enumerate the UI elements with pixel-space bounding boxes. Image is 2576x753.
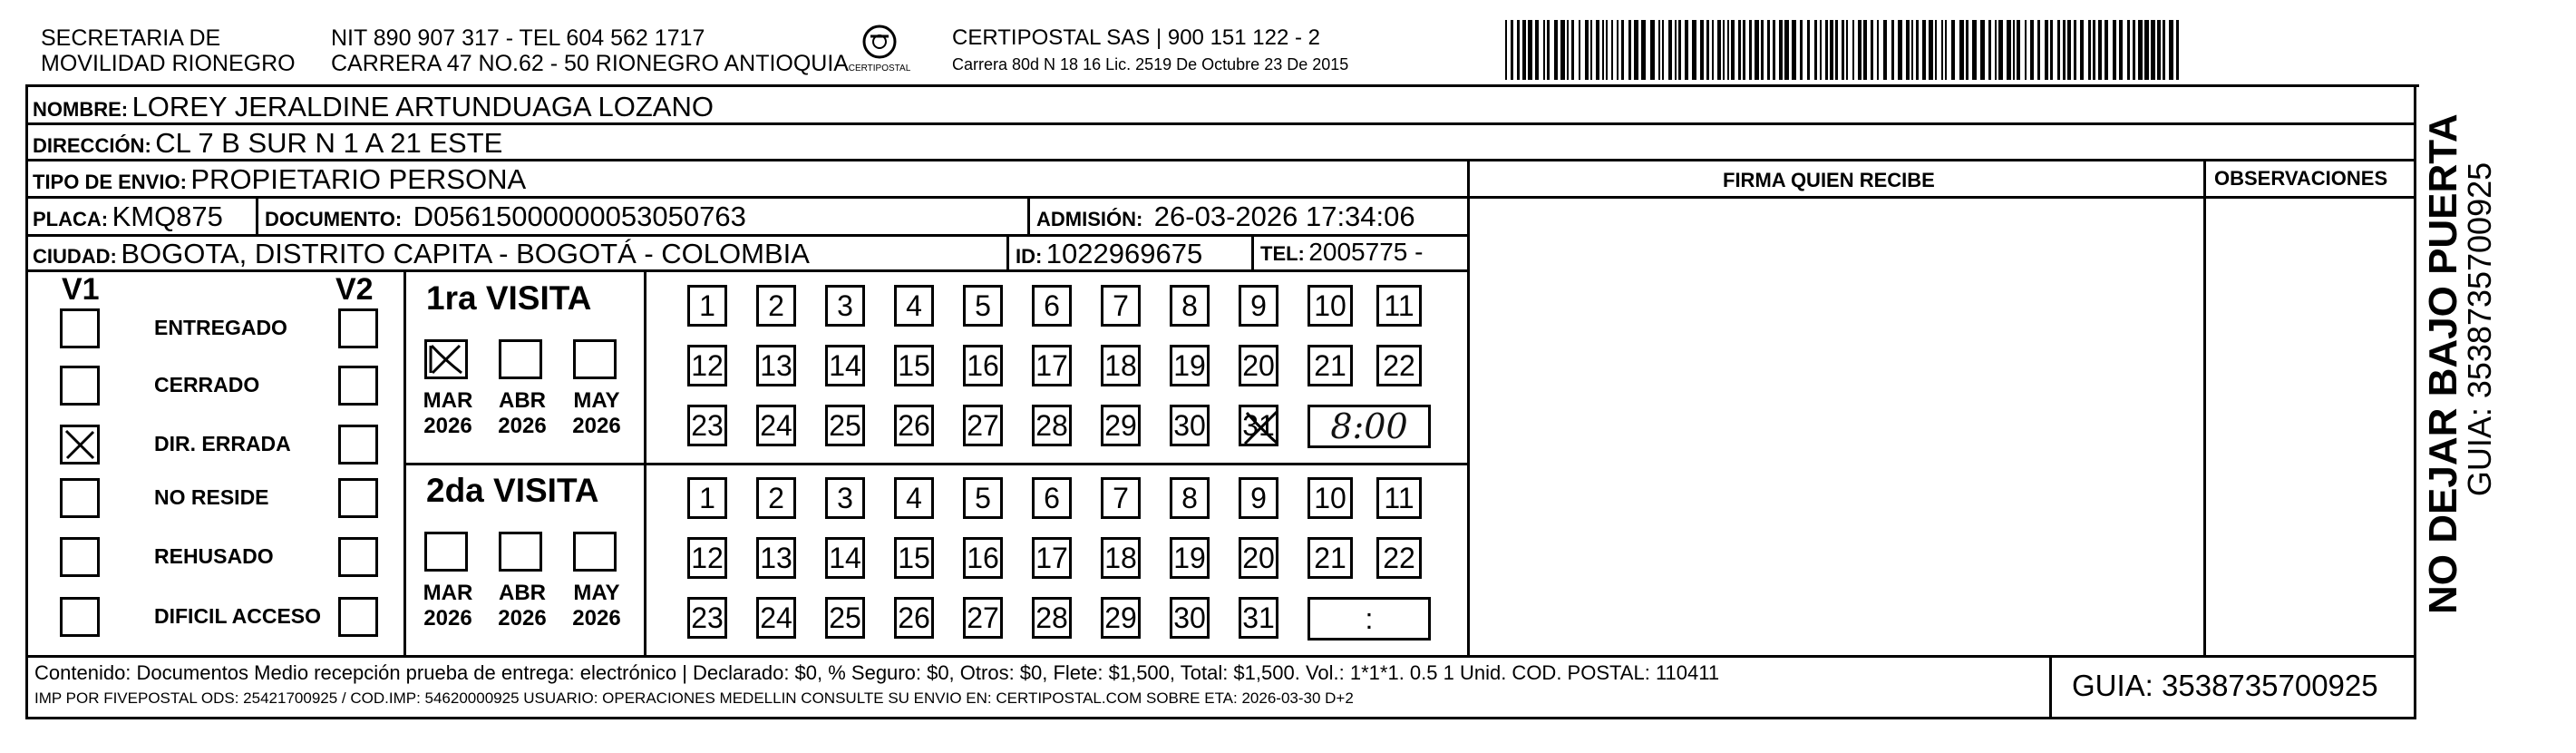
day-box[interactable]: 11: [1376, 285, 1422, 327]
month-label: ABR: [499, 388, 546, 413]
v2-checkbox[interactable]: [338, 478, 378, 518]
day-box[interactable]: 2: [756, 477, 796, 519]
row-sep-2: [25, 159, 2414, 161]
sep-tel: [1251, 234, 1254, 270]
day-box[interactable]: 27: [963, 405, 1003, 446]
day-box[interactable]: 15: [894, 537, 934, 579]
day-box[interactable]: 3: [825, 477, 865, 519]
address-line: CARRERA 47 NO.62 - 50 RIONEGRO ANTIOQUIA: [331, 51, 849, 76]
visit-title: 1ra VISITA: [426, 279, 592, 317]
v1-checkbox[interactable]: [60, 597, 100, 637]
ciudad-field: [33, 240, 810, 268]
v1-checkbox[interactable]: [60, 478, 100, 518]
month-label: MAR: [423, 581, 473, 605]
day-box[interactable]: 31: [1239, 597, 1278, 639]
day-box[interactable]: 18: [1101, 537, 1141, 579]
day-box[interactable]: 24: [756, 405, 796, 446]
v2-header: V2: [335, 272, 374, 307]
sender-line-2: MOVILIDAD RIONEGRO: [41, 51, 296, 76]
day-box[interactable]: 20: [1239, 537, 1278, 579]
courier-logo: [834, 24, 925, 76]
year-label: 2026: [498, 606, 547, 631]
side-guia-panel: [2462, 109, 2498, 653]
firma-header: FIRMA QUIEN RECIBE: [1723, 169, 1935, 191]
footer-imp: IMP POR FIVEPOSTAL ODS: 25421700925 / COD.IMP: 54620000925 USUARIO: OPERACIONES MEDELLIN CONSULTE SU ENVIO EN: CERTIPOSTAL.COM SOBRE ETA: 2026-03-30 D+2: [34, 689, 1354, 707]
v1-checkbox[interactable]: [60, 537, 100, 577]
year-label: 2026: [498, 414, 547, 438]
documento-field: [265, 202, 746, 230]
frame-left: [25, 84, 28, 658]
admision-field: [1036, 202, 1415, 230]
tel-label: TEL:: [1260, 242, 1305, 265]
day-box[interactable]: 7: [1101, 477, 1141, 519]
day-box[interactable]: 6: [1032, 477, 1072, 519]
year-label: 2026: [423, 606, 472, 631]
id-value: 1022969675: [1045, 238, 1203, 269]
month-checkbox[interactable]: [424, 532, 468, 572]
side-guia: GUIA: 3538735700925: [2461, 161, 2498, 497]
month-checkbox[interactable]: [573, 339, 617, 379]
day-box[interactable]: 12: [687, 345, 727, 386]
day-box[interactable]: 13: [756, 537, 796, 579]
nombre-label: NOMBRE:: [33, 98, 129, 121]
month-label: ABR: [499, 581, 546, 605]
v2-checkbox[interactable]: [338, 597, 378, 637]
day-box[interactable]: 10: [1307, 477, 1353, 519]
year-label: 2026: [423, 414, 472, 438]
day-box[interactable]: 16: [963, 537, 1003, 579]
v1-checkbox[interactable]: [60, 425, 100, 465]
month-checkbox[interactable]: [499, 532, 542, 572]
day-box[interactable]: 25: [825, 597, 865, 639]
nit-line: NIT 890 907 317 - TEL 604 562 1717: [331, 25, 705, 51]
day-box[interactable]: 11: [1376, 477, 1422, 519]
side-warning: NO DEJAR BAJO PUERTA: [2421, 113, 2465, 614]
tipo-label: TIPO DE ENVIO:: [33, 171, 187, 193]
day-box[interactable]: 5: [963, 477, 1003, 519]
v1-header: V1: [62, 272, 100, 307]
observations-area[interactable]: [2206, 198, 2414, 655]
day-box[interactable]: 26: [894, 405, 934, 446]
sep-admision: [1027, 196, 1030, 234]
day-box[interactable]: 22: [1376, 345, 1422, 386]
day-box[interactable]: 21: [1307, 537, 1353, 579]
admision-value: 26-03-2026 17:34:06: [1153, 200, 1415, 232]
day-box[interactable]: 22: [1376, 537, 1422, 579]
day-box[interactable]: 16: [963, 345, 1003, 386]
day-box[interactable]: 19: [1170, 345, 1210, 386]
day-box[interactable]: 3: [825, 285, 865, 327]
day-box[interactable]: 24: [756, 597, 796, 639]
day-box[interactable]: 5: [963, 285, 1003, 327]
day-box[interactable]: 13: [756, 345, 796, 386]
year-label: 2026: [572, 414, 621, 438]
documento-value: D05615000000053050763: [413, 200, 746, 232]
day-box[interactable]: 15: [894, 345, 934, 386]
v1-checkbox[interactable]: [60, 308, 100, 348]
footer-sep: [2049, 655, 2052, 719]
day-box[interactable]: 7: [1101, 285, 1141, 327]
day-box[interactable]: 20: [1239, 345, 1278, 386]
license-line: Carrera 80d N 18 16 Lic. 2519 De Octubre 23 De 2015: [952, 55, 1349, 73]
time-box[interactable]: [1307, 597, 1431, 641]
time-value: :: [1365, 601, 1374, 635]
id-label: ID:: [1016, 245, 1043, 268]
day-box[interactable]: 29: [1101, 405, 1141, 446]
day-box[interactable]: 8: [1170, 477, 1210, 519]
day-box[interactable]: 10: [1307, 285, 1353, 327]
month-label: MAY: [573, 388, 620, 413]
month-checkbox[interactable]: [424, 339, 468, 379]
time-value: 8:00: [1330, 406, 1408, 446]
day-box[interactable]: 12: [687, 537, 727, 579]
day-box[interactable]: 2: [756, 285, 796, 327]
day-box[interactable]: 17: [1032, 345, 1072, 386]
status-label: REHUSADO: [154, 544, 274, 568]
admision-label: ADMISIÓN:: [1036, 208, 1143, 230]
day-box[interactable]: 28: [1032, 597, 1072, 639]
day-box[interactable]: 6: [1032, 285, 1072, 327]
day-box[interactable]: 18: [1101, 345, 1141, 386]
status-label: DIR. ERRADA: [154, 432, 291, 455]
day-box[interactable]: 14: [825, 537, 865, 579]
day-box[interactable]: 9: [1239, 285, 1278, 327]
ciudad-value: BOGOTA, DISTRITO CAPITA - BOGOTÁ - COLOMBIA: [121, 238, 810, 269]
status-label: ENTREGADO: [154, 316, 287, 339]
frame-bottom: [25, 717, 2416, 719]
nombre-row: [33, 93, 714, 121]
day-box[interactable]: 17: [1032, 537, 1072, 579]
month-checkbox[interactable]: [573, 532, 617, 572]
month-checkbox[interactable]: [499, 339, 542, 379]
time-box[interactable]: [1307, 405, 1431, 448]
row-sep-1: [25, 122, 2414, 125]
v2-checkbox[interactable]: [338, 425, 378, 465]
day-box[interactable]: 14: [825, 345, 865, 386]
observaciones-header: OBSERVACIONES: [2214, 167, 2388, 190]
direccion-value: CL 7 B SUR N 1 A 21 ESTE: [155, 127, 503, 159]
day-box[interactable]: 1: [687, 477, 727, 519]
day-box[interactable]: 23: [687, 597, 727, 639]
day-box[interactable]: 21: [1307, 345, 1353, 386]
day-box[interactable]: 30: [1170, 405, 1210, 446]
courier-line: CERTIPOSTAL SAS | 900 151 122 - 2: [952, 25, 1320, 50]
day-box[interactable]: 31: [1239, 405, 1278, 446]
sender-line-1: SECRETARIA DE: [41, 25, 221, 51]
day-box[interactable]: 28: [1032, 405, 1072, 446]
footer-contenido: Contenido: Documentos Medio recepción prueba de entrega: electrónico | Declarado: $0, % Seguro: $0, Otros: $0, Flete: $1,500, Total: $1,500. Vol.: 1*1*1. 0.5 1 Unid. COD. POSTAL: 110411: [34, 661, 1720, 684]
sep-id: [1006, 234, 1009, 270]
day-box[interactable]: 29: [1101, 597, 1141, 639]
day-box[interactable]: 27: [963, 597, 1003, 639]
day-box[interactable]: 1: [687, 285, 727, 327]
frame-left-footer: [25, 655, 28, 719]
direccion-row: [33, 129, 502, 157]
sep-placa: [256, 196, 258, 234]
placa-value: KMQ875: [112, 200, 223, 232]
frame-bottom-inner: [25, 655, 2416, 658]
frame-top: [25, 84, 2419, 87]
visit-title: 2da VISITA: [426, 472, 599, 509]
id-field: [1016, 240, 1202, 268]
v2-checkbox[interactable]: [338, 308, 378, 348]
day-box[interactable]: 4: [894, 285, 934, 327]
day-box[interactable]: 4: [894, 477, 934, 519]
documento-label: DOCUMENTO:: [265, 208, 403, 230]
status-label: DIFICIL ACCESO: [154, 604, 322, 628]
v1-checkbox[interactable]: [60, 366, 100, 406]
day-box[interactable]: 19: [1170, 537, 1210, 579]
year-label: 2026: [572, 606, 621, 631]
day-box[interactable]: 23: [687, 405, 727, 446]
month-label: MAY: [573, 581, 620, 605]
day-box[interactable]: 9: [1239, 477, 1278, 519]
status-label: NO RESIDE: [154, 485, 269, 509]
footer-guia: GUIA: 3538735700925: [2072, 669, 2378, 702]
tel-value: 2005775 -: [1308, 238, 1424, 266]
courier-logo-text: CERTIPOSTAL: [848, 64, 911, 73]
tipo-value: PROPIETARIO PERSONA: [190, 163, 527, 195]
month-label: MAR: [423, 388, 473, 413]
barcode: [1505, 20, 2185, 80]
day-box[interactable]: 8: [1170, 285, 1210, 327]
visit-divider: [403, 463, 1467, 465]
day-box[interactable]: 25: [825, 405, 865, 446]
tel-field: [1260, 240, 1423, 265]
day-box[interactable]: 26: [894, 597, 934, 639]
placa-label: PLACA:: [33, 208, 109, 230]
ciudad-label: CIUDAD:: [33, 245, 117, 268]
nombre-value: LOREY JERALDINE ARTUNDUAGA LOZANO: [131, 91, 714, 122]
placa-field: [33, 202, 223, 230]
v2-checkbox[interactable]: [338, 366, 378, 406]
signature-area[interactable]: [1470, 198, 2203, 655]
day-box[interactable]: 30: [1170, 597, 1210, 639]
v2-checkbox[interactable]: [338, 537, 378, 577]
status-label: CERRADO: [154, 373, 260, 396]
direccion-label: DIRECCIÓN:: [33, 134, 151, 157]
tipo-row: [33, 165, 526, 193]
